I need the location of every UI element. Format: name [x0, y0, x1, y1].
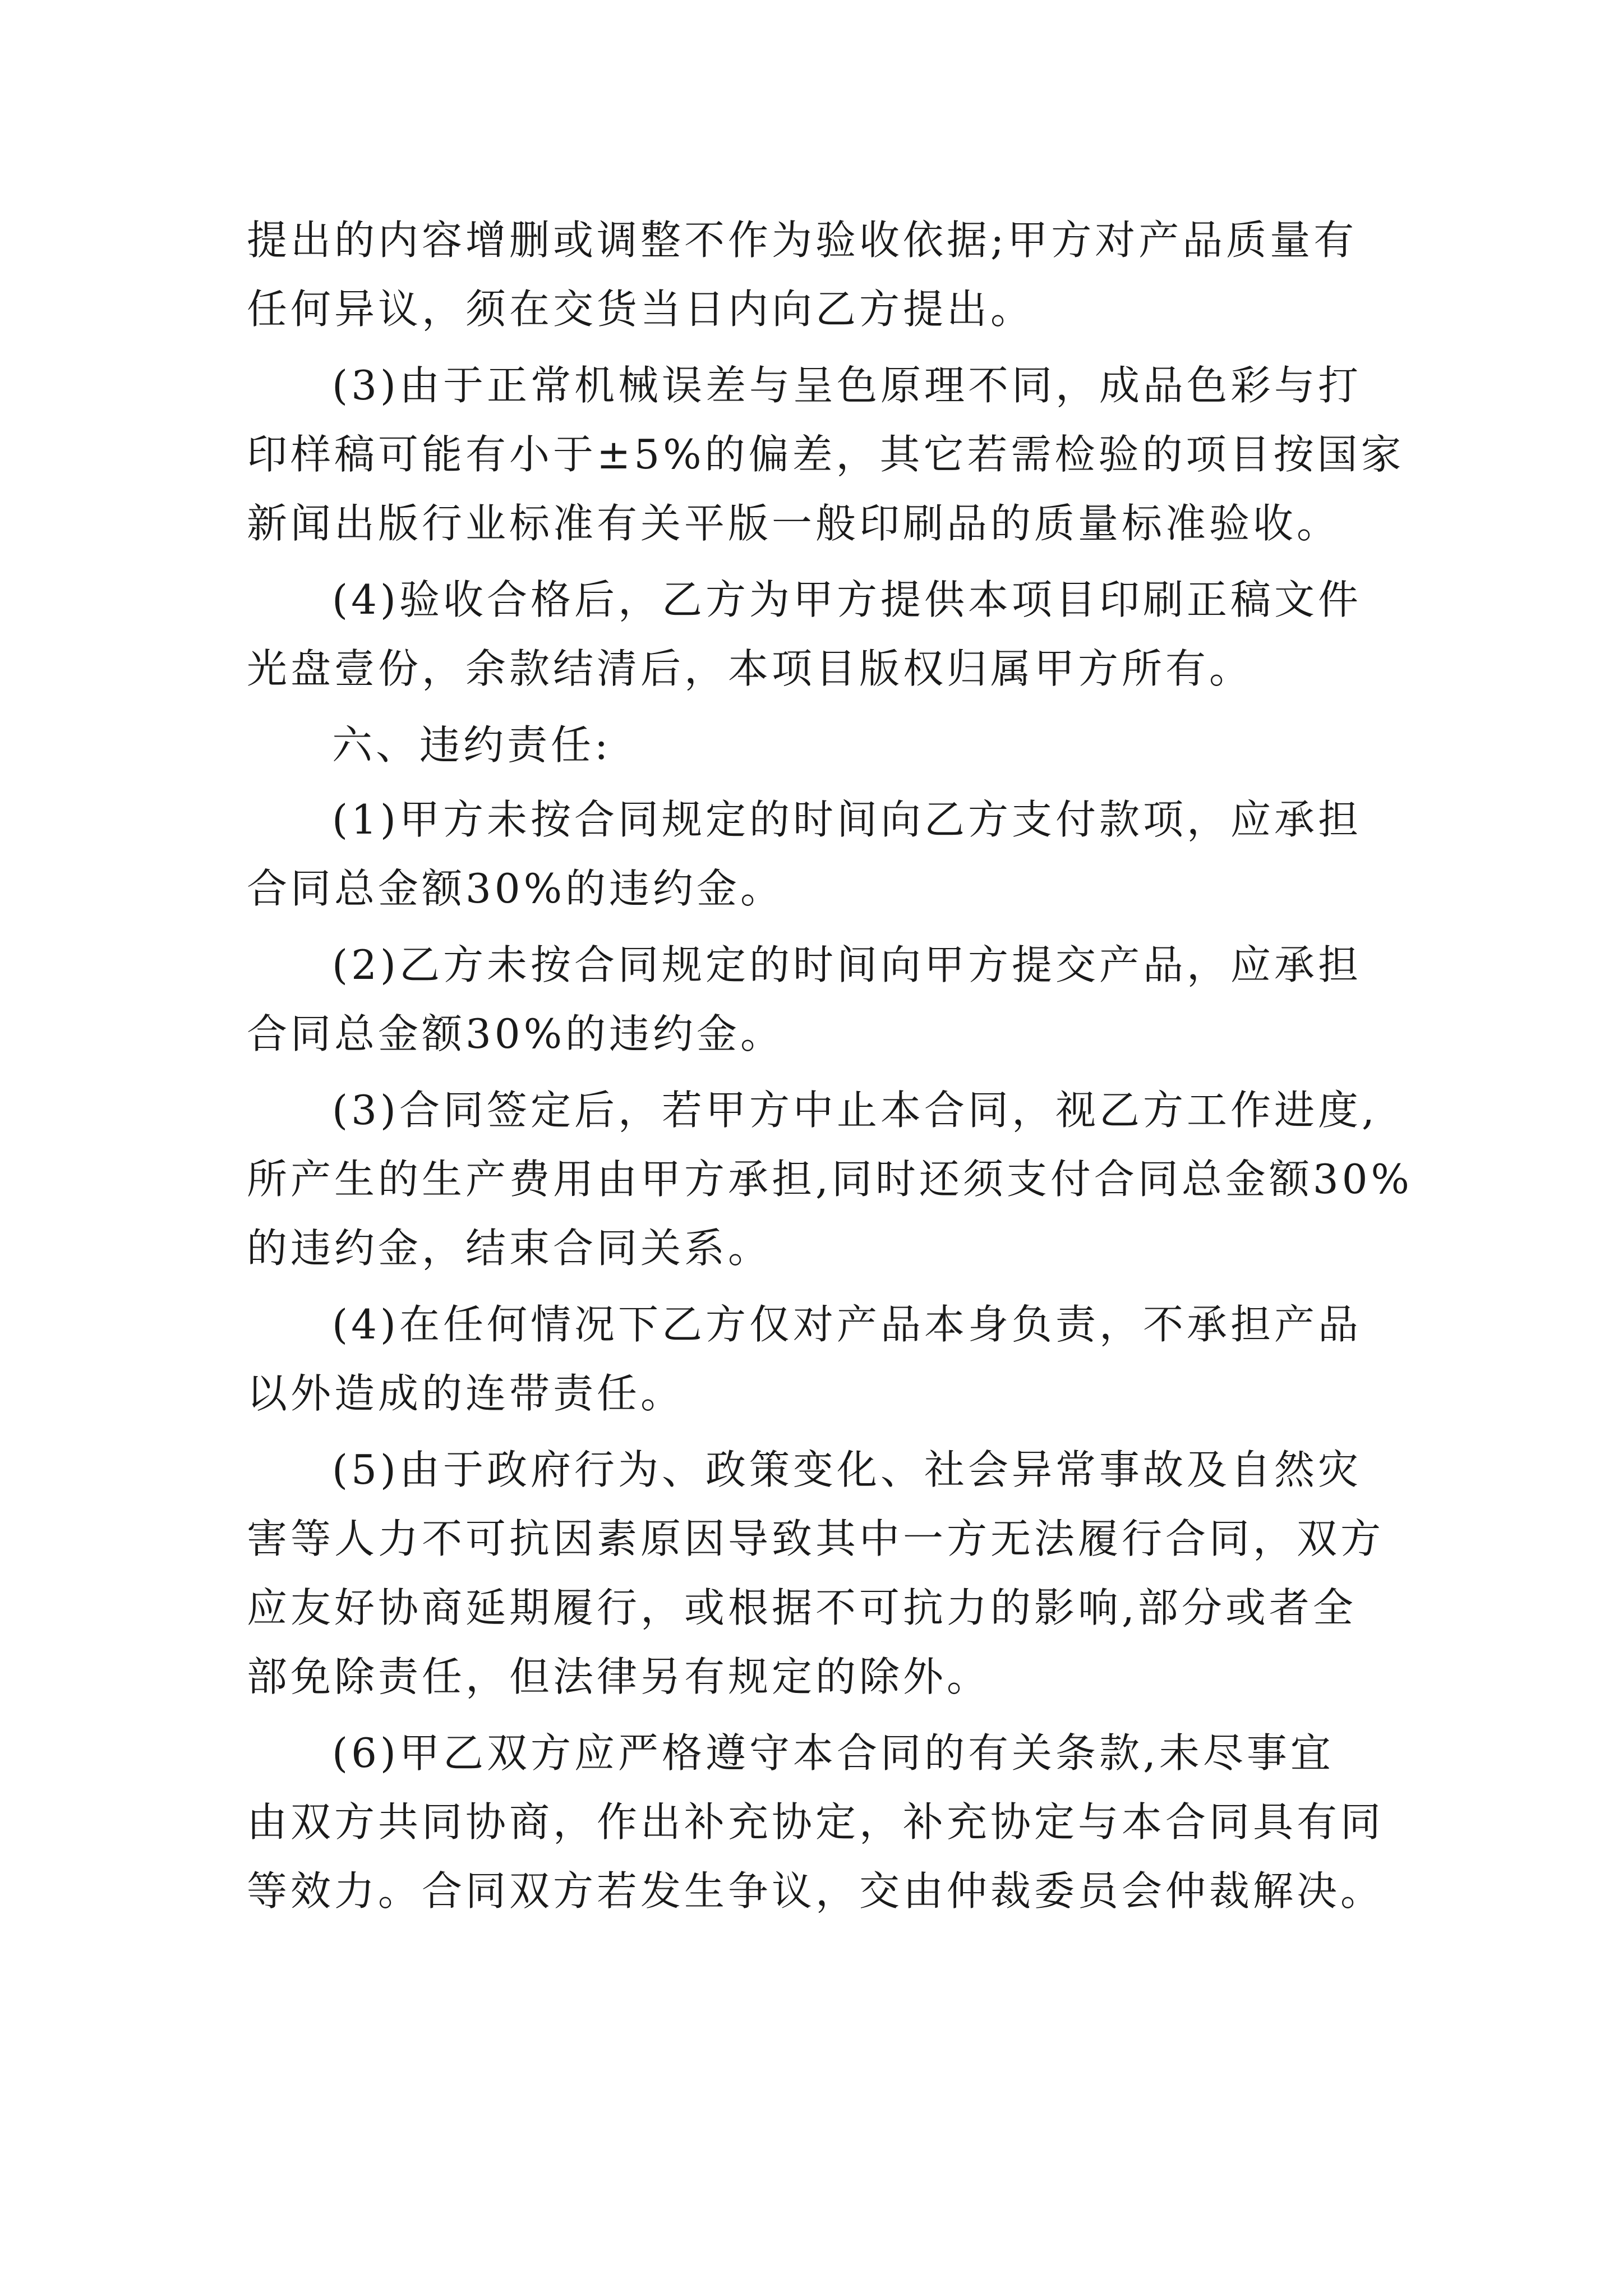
clause-6-3: (3)合同签定后，若甲方中止本合同，视乙方工作进度,	[332, 1087, 1378, 1134]
text-line: 部免除责任，但法律另有规定的除外。	[247, 1653, 991, 1700]
clause-6-6: (6)甲乙双方应严格遵守本合同的有关条款,未尽事宜	[332, 1729, 1334, 1777]
section-heading: 六、违约责任:	[332, 721, 612, 769]
text-line: 新闻出版行业标准有关平版一般印刷品的质量标准验收。	[247, 500, 1341, 547]
text-line: 由双方共同协商，作出补充协定，补充协定与本合同具有同	[247, 1798, 1385, 1846]
text-line: 以外造成的连带责任。	[247, 1370, 685, 1417]
text-line: 应友好协商延期履行，或根据不可抗力的影响,部分或者全	[247, 1584, 1357, 1631]
clause-5-3: (3)由于正常机械误差与呈色原理不同，成品色彩与打	[332, 362, 1362, 409]
clause-6-1: (1)甲方未按合同规定的时间向乙方支付款项，应承担	[332, 796, 1362, 843]
text-line: 合同总金额30%的违约金。	[247, 1010, 785, 1057]
text-line: 害等人力不可抗因素原因导致其中一方无法履行合同，双方	[247, 1515, 1385, 1562]
text-line: 所产生的生产费用由甲方承担,同时还须支付合同总金额30%	[247, 1156, 1413, 1203]
text-line: 印样稿可能有小于±5%的偏差，其它若需检验的项目按国家	[247, 431, 1405, 478]
text-line: 光盘壹份，余款结清后，本项目版权归属甲方所有。	[247, 645, 1253, 692]
text-line: 任何异议，须在交货当日内向乙方提出。	[247, 286, 1035, 333]
clause-6-2: (2)乙方未按合同规定的时间向甲方提交产品，应承担	[332, 941, 1362, 988]
text-line: 提出的内容增删或调整不作为验收依据;甲方对产品质量有	[247, 217, 1358, 264]
clause-5-4: (4)验收合格后，乙方为甲方提供本项目印刷正稿文件	[332, 576, 1362, 623]
text-line: 等效力。合同双方若发生争议，交由仲裁委员会仲裁解决。	[247, 1867, 1385, 1915]
clause-6-5: (5)由于政府行为、政策变化、社会异常事故及自然灾	[332, 1446, 1362, 1493]
clause-6-4: (4)在任何情况下乙方仅对产品本身负责，不承担产品	[332, 1301, 1362, 1348]
text-line: 的违约金，结束合同关系。	[247, 1225, 772, 1272]
text-line: 合同总金额30%的违约金。	[247, 865, 785, 912]
